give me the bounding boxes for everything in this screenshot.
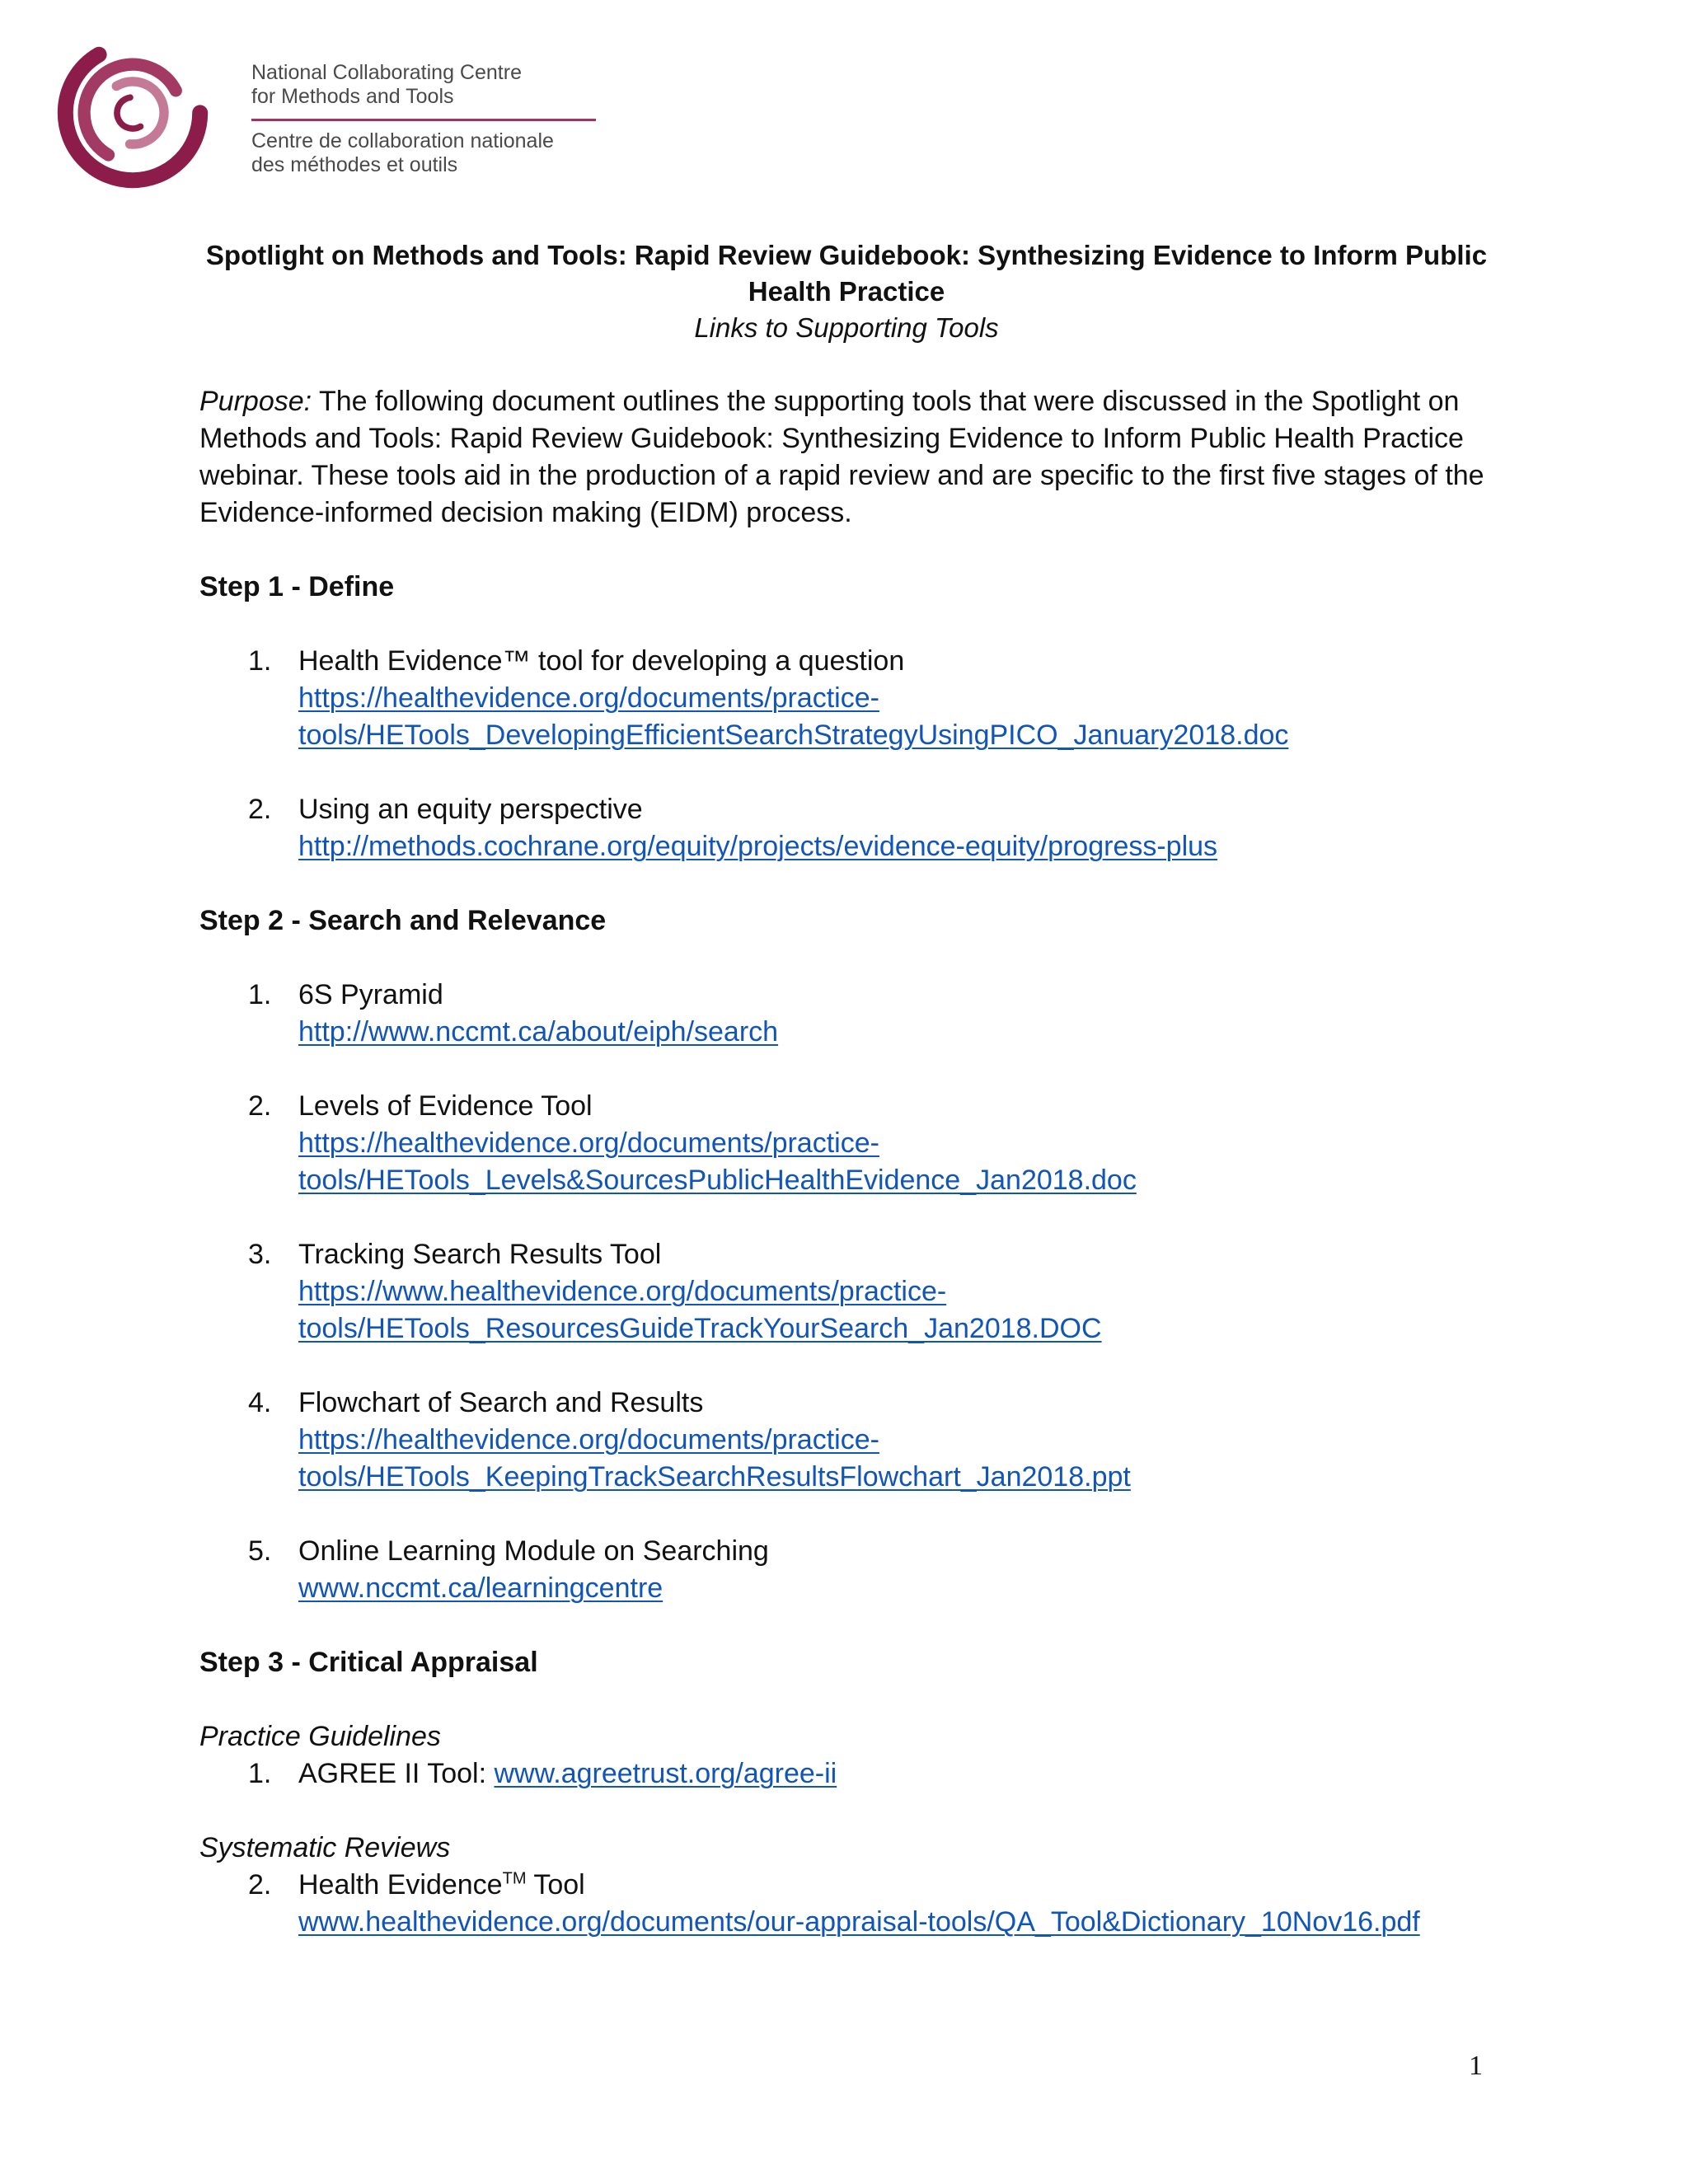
purpose-label: Purpose: bbox=[199, 386, 312, 417]
list-number: 1. bbox=[248, 979, 272, 1010]
document-subtitle: Links to Supporting Tools bbox=[694, 312, 999, 343]
tool-link[interactable]: https://www.healthevidence.org/documents/practice- bbox=[298, 1276, 947, 1307]
list-item bbox=[199, 1533, 1493, 1607]
tool-link[interactable]: http://methods.cochrane.org/equity/projects/evidence-equity/progress-plus bbox=[298, 831, 1218, 862]
list-number: 4. bbox=[248, 1387, 272, 1418]
tool-label: Tracking Search Results Tool bbox=[298, 1239, 662, 1270]
list-number: 5. bbox=[248, 1535, 272, 1567]
tool-link[interactable]: www.healthevidence.org/documents/our-appraisal-tools/QA_Tool&Dictionary_10Nov16.pdf bbox=[298, 1906, 1420, 1938]
logo-text bbox=[251, 61, 596, 177]
tool-link[interactable]: tools/HETools_ResourcesGuideTrackYourSearch_Jan2018.DOC bbox=[298, 1313, 1102, 1344]
document-title-line-2: Health Practice bbox=[748, 276, 945, 307]
list-item bbox=[199, 791, 1493, 865]
step-1-heading: Step 1 - Define bbox=[199, 571, 395, 602]
document-body bbox=[199, 237, 1493, 1941]
logo-english-line-1: National Collaborating Centre bbox=[251, 61, 522, 84]
list-number: 1. bbox=[248, 645, 272, 677]
purpose-text: The following document outlines the supporting tools that were discussed in the Spotlight on Methods and Tools: Rapid Review Guidebook: Synthesizing Evidence to Inform Public Health Practice webinar. These tools aid in the production of a rapid review and are specific to the first five stages of the Evidence-informed decision making (EIDM) process. bbox=[199, 386, 1484, 528]
list-number: 2. bbox=[248, 1869, 272, 1900]
list-number: 1. bbox=[248, 1758, 272, 1789]
logo-divider bbox=[251, 119, 596, 121]
nccmt-logo-icon bbox=[54, 35, 211, 191]
list-item bbox=[199, 1088, 1493, 1199]
page-number: 1 bbox=[1469, 2050, 1483, 2081]
tool-label-suffix: Tool bbox=[526, 1869, 585, 1900]
list-item bbox=[199, 1385, 1493, 1496]
purpose-paragraph bbox=[199, 383, 1493, 532]
list-item bbox=[199, 1236, 1493, 1347]
tool-label: 6S Pyramid bbox=[298, 979, 443, 1010]
tool-link[interactable]: http://www.nccmt.ca/about/eiph/search bbox=[298, 1016, 779, 1047]
list-number: 2. bbox=[248, 794, 272, 825]
tool-link[interactable]: www.agreetrust.org/agree-ii bbox=[494, 1758, 837, 1789]
list-number: 2. bbox=[248, 1090, 272, 1122]
tool-link[interactable]: www.nccmt.ca/learningcentre bbox=[298, 1572, 663, 1604]
tool-label-name: Health Evidence bbox=[298, 1869, 503, 1900]
practice-guidelines-label: Practice Guidelines bbox=[199, 1721, 441, 1752]
tool-link[interactable]: https://healthevidence.org/documents/practice- bbox=[298, 1424, 879, 1455]
logo-french-line-1: Centre de collaboration nationale bbox=[251, 129, 554, 152]
tool-label: AGREE II Tool: bbox=[298, 1758, 495, 1789]
list-item bbox=[199, 977, 1493, 1051]
step-2-list bbox=[199, 977, 1493, 1607]
tool-link[interactable]: tools/HETools_DevelopingEfficientSearchStrategyUsingPICO_January2018.doc bbox=[298, 719, 1289, 751]
document-title-line-1: Spotlight on Methods and Tools: Rapid Review Guidebook: Synthesizing Evidence to Inform Public bbox=[205, 240, 1488, 270]
list-item bbox=[199, 643, 1493, 754]
systematic-reviews-label: Systematic Reviews bbox=[199, 1832, 451, 1863]
tool-link[interactable]: https://healthevidence.org/documents/practice- bbox=[298, 682, 879, 714]
step-2-heading: Step 2 - Search and Relevance bbox=[199, 905, 607, 936]
tool-link[interactable]: https://healthevidence.org/documents/practice- bbox=[298, 1127, 879, 1159]
systematic-reviews-list bbox=[199, 1867, 1493, 1941]
tool-label bbox=[298, 1867, 1493, 1904]
step-3-heading: Step 3 - Critical Appraisal bbox=[199, 1647, 538, 1678]
tool-label: Using an equity perspective bbox=[298, 794, 643, 825]
tool-link[interactable]: tools/HETools_Levels&SourcesPublicHealthEvidence_Jan2018.doc bbox=[298, 1165, 1137, 1196]
trademark-mark: TM bbox=[502, 1869, 527, 1888]
tool-label: Online Learning Module on Searching bbox=[298, 1535, 769, 1567]
practice-guidelines-list bbox=[199, 1755, 1493, 1793]
tool-label: Levels of Evidence Tool bbox=[298, 1090, 593, 1122]
step-1-list bbox=[199, 643, 1493, 865]
list-item bbox=[199, 1755, 1493, 1793]
tool-link[interactable]: tools/HETools_KeepingTrackSearchResultsFlowchart_Jan2018.ppt bbox=[298, 1461, 1131, 1493]
list-item bbox=[199, 1867, 1493, 1941]
tool-label: Health Evidence™ tool for developing a question bbox=[298, 645, 905, 677]
logo-english-line-2: for Methods and Tools bbox=[251, 85, 454, 108]
list-number: 3. bbox=[248, 1239, 272, 1270]
logo-french-line-2: des méthodes et outils bbox=[251, 153, 458, 176]
tool-label: Flowchart of Search and Results bbox=[298, 1387, 704, 1418]
